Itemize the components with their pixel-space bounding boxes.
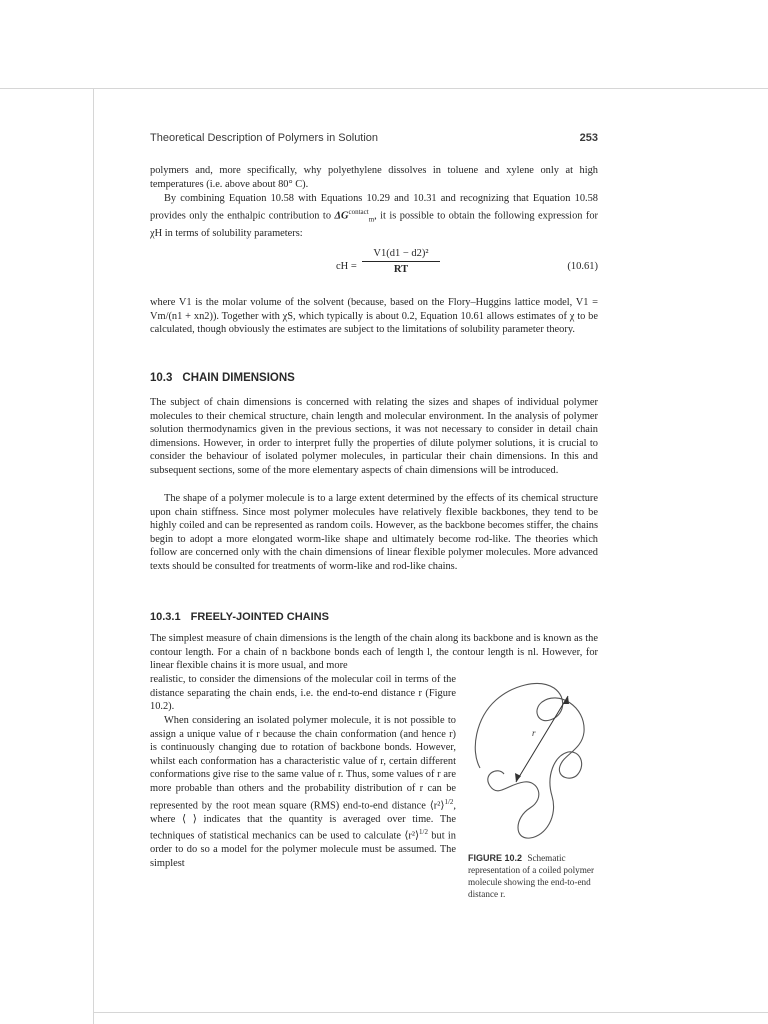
equation-numerator: V1(d1 − d2)²: [362, 248, 440, 262]
rms-symbol-2: ⟨r²⟩: [404, 830, 420, 842]
page-top-border: [0, 88, 768, 89]
paragraph-text-before: By combining Equation 10.58 with Equations 10.29 and 10.31 and recognizing that Equation 10.58 provides only the enthalpic contribution to: [150, 193, 598, 222]
equation-fraction: [362, 248, 440, 275]
figure-r-label: r: [532, 728, 536, 738]
rms-text-part3: but in order to do so a model for the polymer molecule must be assumed. The simplest: [150, 830, 456, 869]
end-to-end-vector: [516, 696, 568, 782]
rms-text-part2: , where ⟨ ⟩ indicates that the quantity is averaged over time. The techniques of statistical mechanics can be used to calculate: [150, 800, 456, 842]
equation-lhs: cH =: [336, 261, 357, 272]
rms-power: 1/2: [444, 797, 454, 806]
paragraph-text-after: , it is possible to obtain the following expression for χH in terms of solubility parameters:: [150, 210, 598, 239]
paragraph-end-to-end: realistic, to consider the dimensions of the molecular coil in terms of the distance separating the chain ends, i.e. the end-to-end distance r (Figure 10.2).: [150, 674, 456, 713]
subsection-title: FREELY-JOINTED CHAINS: [190, 611, 329, 623]
paragraph-polymer-shape: The shape of a polymer molecule is to a large extent determined by the effects of its chemical structure upon chain stiffness. Since most polymer molecules have relatively flexible backbones, they tend to be highly coiled and can be represented as random coils. However, as the backbone becomes stiffer, the chains begin to adopt a more elongated worm-like shape and ultimately become rod-like. The theories which follow are concerned only with the chain dimensions of linear flexible polymer molecules. More advanced texts should be consulted for treatments of worm-like and rod-like chains.: [150, 493, 598, 572]
paragraph-contour-length: The simplest measure of chain dimensions is the length of the chain along its backbone and is known as the contour length. For a chain of n backbone bonds each of length l, the contour length is nl. However, for linear flexible chains it is more usual, and more: [150, 633, 598, 672]
page-number: 253: [579, 132, 598, 144]
delta-g-subscript: m: [368, 215, 375, 224]
subsection-number: 10.3.1: [150, 611, 181, 623]
figure-caption: [468, 852, 600, 900]
equation-denominator: RT: [393, 264, 409, 275]
figure-label: FIGURE 10.2: [468, 853, 523, 863]
coiled-polymer-figure: [468, 670, 600, 848]
paragraph-chain-dimensions: The subject of chain dimensions is concerned with relating the sizes and shapes of individual polymer molecules to their chemical structure, chain length and molecular environment. In the analysis of polymer solution thermodynamics given in the previous sections, it was not necessary to consider in detail chain dimensions. However, in order to interpret fully the properties of dilute polymer solutions, it is crucial to consider the behaviour of isolated polymer molecules, in particular their chain dimensions. In this and subsequent sections, some of the more elementary aspects of chain dimensions will be introduced.: [150, 397, 598, 476]
running-head-title: Theoretical Description of Polymers in Solution: [150, 132, 379, 144]
equation-number: (10.61): [567, 261, 598, 272]
equation-10-61: [150, 246, 598, 292]
paragraph-combining-equations: [150, 192, 598, 240]
polymer-chain-path: [475, 684, 584, 839]
delta-g-symbol: ΔG: [334, 210, 349, 222]
rms-power-2: 1/2: [419, 828, 428, 837]
section-title: CHAIN DIMENSIONS: [182, 372, 295, 384]
running-head: [150, 132, 598, 144]
delta-g-superscript: contact: [348, 207, 369, 216]
figure-caption-text: Schematic representation of a coiled polymer molecule showing the end-to-end distance r.: [468, 853, 595, 899]
paragraph-polyethylene: polymers and, more specifically, why polyethylene dissolves in toluene and xylene only at high temperatures (i.e. above about 80° C).: [150, 165, 598, 190]
page-left-border: [93, 88, 94, 1024]
paragraph-rms-distance: [150, 714, 456, 870]
subsection-heading: [150, 611, 598, 623]
page-bottom-border: [93, 1012, 768, 1013]
rms-text-part1: When considering an isolated polymer molecule, it is not possible to assign a unique value of r because the chain conformation (and hence r) is continuously changing due to rotation of backbone bonds. However, whilst each conformation has a characteristic value of r, certain different conformations give rise to the same value of r. Thus, some values of r are more probable than others and the probability distribution of r can be represented by the root mean square (RMS) end-to-end distance: [150, 715, 456, 812]
section-number: 10.3: [150, 372, 173, 384]
paragraph-molar-volume: where V1 is the molar volume of the solvent (because, based on the Flory–Huggins lattice model, V1 = Vm/(n1 + xn2)). Together with χS, which typically is about 0.2, Equation 10.61 allows estimates of χ to be calculated, though obviously the estimates are subject to the limitations of solubility parameter theory.: [150, 297, 598, 336]
rms-symbol: ⟨r²⟩: [429, 800, 445, 812]
section-heading: [150, 372, 598, 384]
